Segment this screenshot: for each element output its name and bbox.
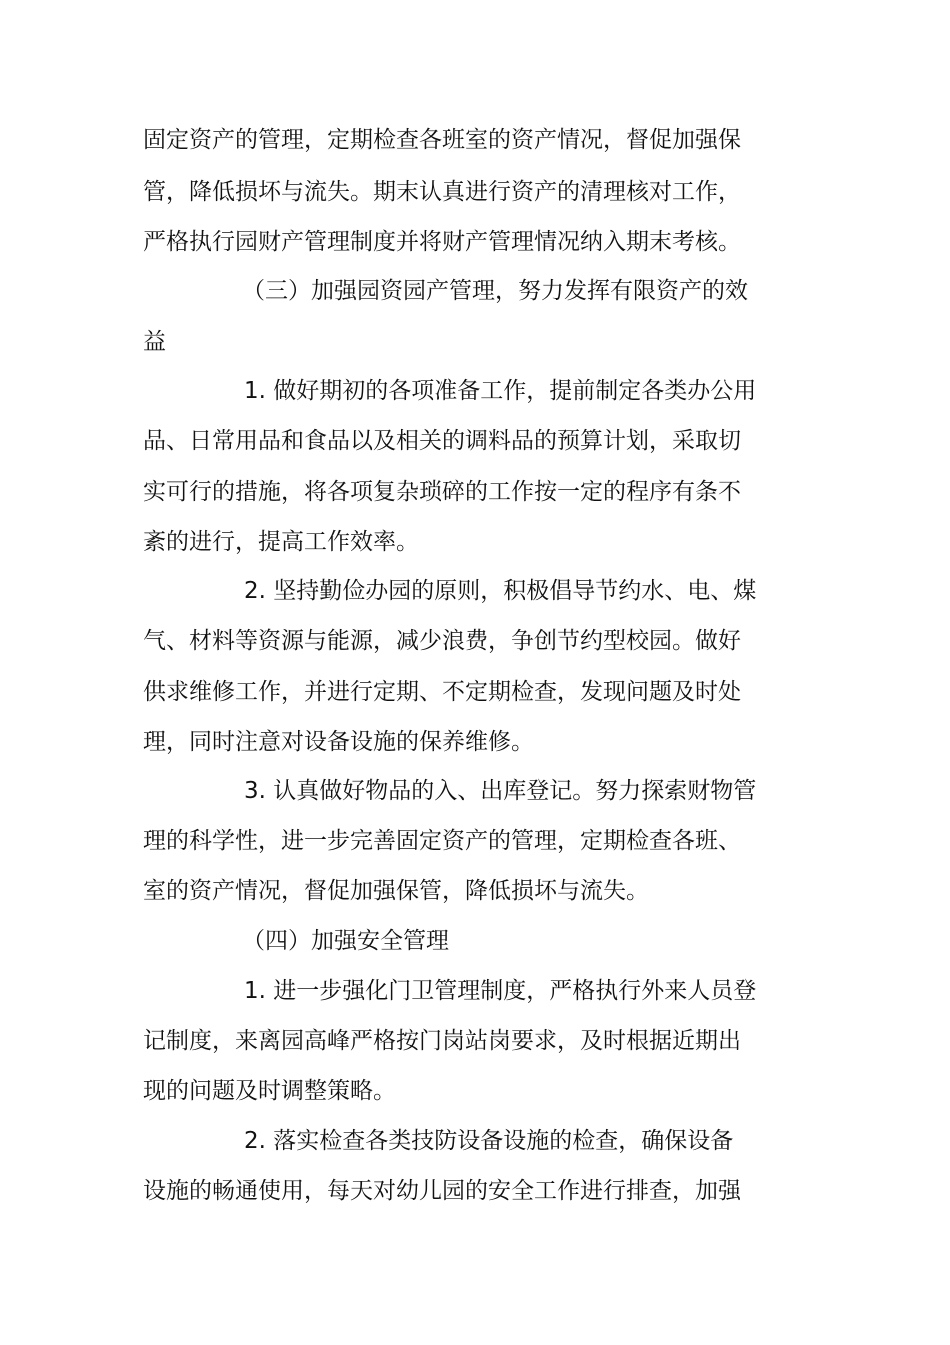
text-line: 设施的畅通使用，每天对幼儿园的安全工作进行排查，加强: [143, 1178, 741, 1204]
list-item-start: 1. 做好期初的各项准备工作，提前制定各类办公用: [244, 378, 757, 404]
list-item-start: 3. 认真做好物品的入、出库登记。努力探索财物管: [244, 778, 757, 804]
text-line: 紊的进行，提高工作效率。: [143, 529, 419, 555]
text-line: 严格执行园财产管理制度并将财产管理情况纳入期末考核。: [143, 229, 741, 255]
list-item-start: 2. 坚持勤俭办园的原则，积极倡导节约水、电、煤: [244, 578, 757, 604]
text-line: 理的科学性，进一步完善固定资产的管理，定期检查各班、: [143, 828, 741, 854]
section-heading: （四）加强安全管理: [242, 928, 449, 954]
text-line: 益: [143, 329, 166, 355]
text-line: 实可行的措施，将各项复杂琐碎的工作按一定的程序有条不: [143, 479, 741, 505]
list-item-start: 1. 进一步强化门卫管理制度，严格执行外来人员登: [244, 978, 757, 1004]
text-line: 室的资产情况，督促加强保管，降低损坏与流失。: [143, 878, 649, 904]
list-item-start: 2. 落实检查各类技防设备设施的检查，确保设备: [244, 1128, 734, 1154]
text-line: 记制度，来离园高峰严格按门岗站岗要求，及时根据近期出: [143, 1028, 741, 1054]
text-line: 现的问题及时调整策略。: [143, 1078, 396, 1104]
section-heading: （三）加强园资园产管理，努力发挥有限资产的效: [242, 278, 748, 304]
text-line: 供求维修工作，并进行定期、不定期检查，发现问题及时处: [143, 679, 741, 705]
text-line: 品、日常用品和食品以及相关的调料品的预算计划，采取切: [143, 428, 741, 454]
text-line: 气、材料等资源与能源，减少浪费，争创节约型校园。做好: [143, 628, 741, 654]
text-line: 管，降低损坏与流失。期末认真进行资产的清理核对工作，: [143, 179, 741, 205]
text-line: 理，同时注意对设备设施的保养维修。: [143, 729, 534, 755]
text-line: 固定资产的管理，定期检查各班室的资产情况，督促加强保: [143, 127, 741, 153]
